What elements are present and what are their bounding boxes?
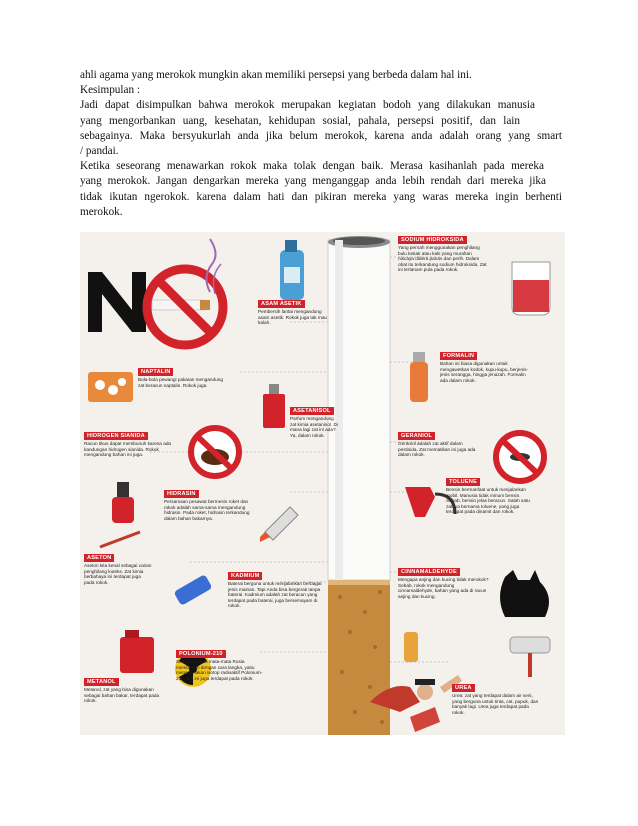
caption-formalin <box>440 352 530 383</box>
caption-title: TOLUENE <box>446 478 480 486</box>
caption-hidrasin <box>164 490 258 521</box>
caption-polonium <box>176 650 266 681</box>
caption-body: Yang pernah menggunakan penghilang bulu ketiak atau kaki yang murahan niscaya didera panas dan perih. Dalam obat itu terkandung sodium hidroksida. Zat ini tertanam pula pada rokok. <box>398 245 487 273</box>
caption-body: Urea: zat yang terdapat dalam air seni, yang berguna untuk tinta, cat, pupuk, dan banyak lagi. Urea juga terdapat pada rokok. <box>452 693 539 715</box>
caption-title: METANOL <box>84 678 119 686</box>
paragraph-line: merokok. <box>80 205 123 218</box>
caption-geraniol <box>398 432 476 458</box>
caption-title: POLONIUM-210 <box>176 650 226 658</box>
caption-cinnamaldehyde <box>398 568 490 599</box>
paragraph-line: tidak ikutan ngerokok. karena dalam hati dan pikiran mereka yang waras mereka ingin berhenti <box>80 190 562 203</box>
caption-title: UREA <box>452 684 475 692</box>
caption-title: SODIUM HIDROKSIDA <box>398 236 467 244</box>
caption-aseton <box>84 554 152 585</box>
paragraph-line: ahli agama yang merokok mungkin akan memiliki persepsi yang berbeda dalam hal ini. <box>80 69 472 81</box>
caption-metanol <box>84 678 160 704</box>
caption-title: GERANIOL <box>398 432 435 440</box>
caption-kadmium <box>228 572 330 609</box>
caption-title: ASETON <box>84 554 114 562</box>
caption-hidrogen-sianida <box>84 432 182 458</box>
caption-body: Geraniol adalah zat aktif dalam pestisida. Zat mematikan ini juga ada dalam rokok. <box>398 441 476 458</box>
caption-title: FORMALIN <box>440 352 477 360</box>
caption-title: CINNAMALDEHYDE <box>398 568 460 576</box>
paragraph-line: yang mengorbankan uang, kesehatan, kehidupan sosial, pahala, persepsi positif, dan lain <box>80 114 520 127</box>
caption-body: Parfum mengandung zat kimia asetanisol. Di mana lagi zat ini ada? Ya, dalam rokok. <box>290 416 338 438</box>
caption-asam-asetik <box>258 300 330 326</box>
caption-title: HIDRASIN <box>164 490 199 498</box>
caption-body: Mengapa anjing dan kucing tidak merokok? Sebab, rokok mengandung cinnamaldehyde, bahan yang ada di racun anjing dan kucing. <box>398 577 489 599</box>
liquid-bottle-icon <box>404 632 418 662</box>
article-text <box>80 68 562 220</box>
mosquito-icon <box>496 433 544 481</box>
caption-naptalin <box>138 368 228 388</box>
naphthalene-box-icon <box>88 372 133 402</box>
paragraph-line: Jadi dapat disimpulkan bahwa merokok merupakan kegiatan bodoh yang dilakukan manusia <box>80 99 535 112</box>
caption-title: HIDROGEN SIANIDA <box>84 432 148 440</box>
rat-icon <box>191 428 239 476</box>
paragraph-line: yang merokok. Jangan dengarkan mereka yang menganggap anda lebih rendah dari mereka jika <box>80 175 546 188</box>
caption-title: KADMIUM <box>228 572 262 580</box>
caption-body: Seorang bekas mata-mata Rusia membunuh dengan cara langka, yaitu menggunakan isotop radioaktif Polonium-210. Zat ini juga terdapat pada rokok. <box>176 659 263 681</box>
caption-body: Metanol, zat yang bisa digunakan sebagai bahan bakar, terdapat pada rokok. <box>84 687 160 704</box>
caption-body: Pembersih lantai mengandung asam asetik. Rokok juga tak mau kalah. <box>258 309 328 326</box>
caption-body: Bahan ini biasa digunakan untuk mengawetkan kodok, kupu-kupu, berjenis-jenis serangga, hingga jenazah. Formalin ada dalam rokok. <box>440 361 529 383</box>
cigarette-icon <box>328 236 390 735</box>
caption-urea <box>452 684 542 715</box>
paragraph-line: / pandai. <box>80 145 119 158</box>
caption-body: Baterai berguna untuk menjalankan berbagai jenis mainan. Tapi Anda bisa bergerak tanpa baterai. Kadmium adalah zat beracun yang terdapat pada baterai, juga bersemayam di rokok. <box>228 581 322 609</box>
caption-title: ASAM ASETIK <box>258 300 305 308</box>
caption-title: NAPTALIN <box>138 368 173 376</box>
paragraph-line: sebagainya. Maka bersyukurlah anda jika belum merokok, karena anda adalah orang yang smart <box>80 129 562 142</box>
caption-toluene <box>446 478 536 515</box>
beaker-icon <box>512 262 550 315</box>
paragraph-heading: Kesimpulan : <box>80 84 140 97</box>
caption-body: Bola-bola pewangi pakaian mengandung zat beracun naptalin. Rokok juga. <box>138 377 223 388</box>
caption-body: Persamaan pesawat bermesin roket dan rokok adalah sama-sama mengandung hidrasin. Pada roket, hidrasin terkandung dalam bahan bakarnya. <box>164 499 250 521</box>
caption-title: ASETANISOL <box>290 407 334 415</box>
cigarette-chemicals-poster <box>80 232 565 735</box>
paragraph-line: Ketika seseorang menawarkan rokok maka tolak dengan baik. Merasa kasihanlah pada mereka <box>80 160 544 173</box>
caption-asetanisol <box>290 407 338 438</box>
caption-body: Bensin bermanfaat untuk menjalankan mobil. Manusia tidak minum bensin. Sebab, bensin jelas beracun. Salah satu zatnya bernama toluene, yang juga terdapat pada dinamit dan rokok. <box>446 487 530 515</box>
caption-body: Racun tikus dapat membunuh karena ada kandungan hidrogen sianida. Rokok mengandung bahan ini juga. <box>84 441 172 458</box>
caption-body: Aseton kita kenal sebagai cairan penghilang kuteks. Zat kimia berbahaya ini terdapat juga pada rokok. <box>84 563 152 585</box>
caption-sodium-hidroksida <box>398 236 488 273</box>
